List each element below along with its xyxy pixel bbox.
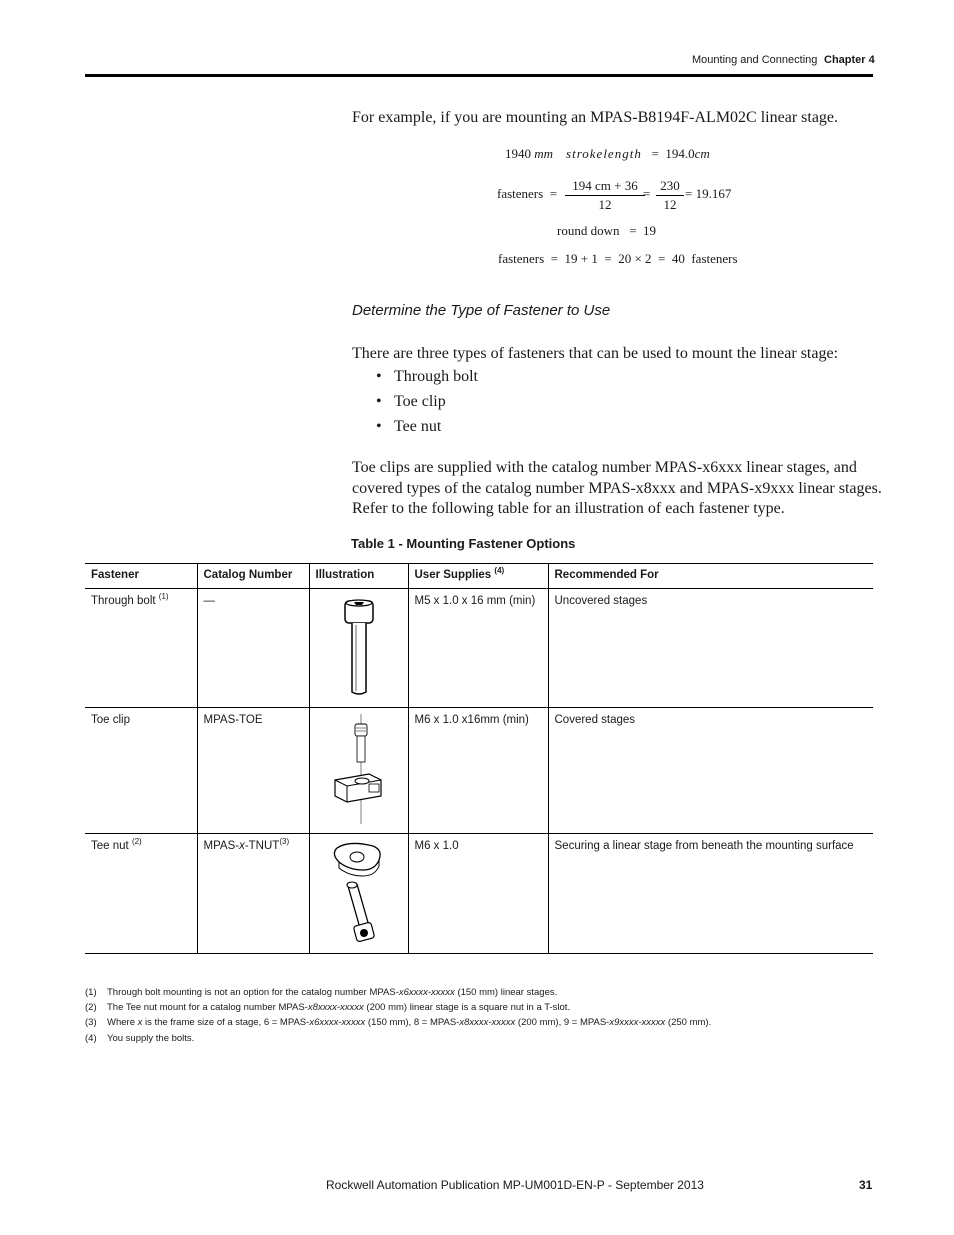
table-row [85,834,873,954]
cell-recommended: Covered stages [548,708,873,834]
footnote-text: Through bolt mounting is not an option for the catalog number MPAS- [107,987,399,998]
footnote-1 [85,987,557,998]
cell-recommended: Securing a linear stage from beneath the mounting surface [548,834,873,954]
cell-user-supplies: M6 x 1.0 [408,834,548,954]
footnote-text: (150 mm) linear stages. [454,987,558,998]
footnote-italic: x6xxxx-xxxxx [398,987,455,998]
footnote-text: Where [107,1017,138,1028]
toe-clip-paragraph: Toe clips are supplied with the catalog number MPAS-x6xxx linear stages, and covered types of the catalog number MPAS-x8xxx and MPAS-x9xxx linear stages. Refer to the following table for an illustration of each fastener type. [352,459,882,517]
cell-catalog: — [197,589,309,708]
footnote-ref: (1) [158,592,169,602]
catalog-prefix: MPAS- [203,840,240,852]
footnote-text: (150 mm), 8 = MPAS- [365,1017,460,1028]
cell-fastener [85,708,197,834]
fraction-stroke-plus-36: $\frac{194 cm + 36}{12}$ [565,178,645,213]
cell-illustration [309,589,408,708]
page-number: 31 [859,1178,873,1192]
table-row [85,708,873,834]
fastener-types-intro: There are three types of fasteners that can be used to mount the linear stage: [352,345,839,362]
intro-paragraph: For example, if you are mounting an MPAS-B8194F-ALM02C linear stage. [352,109,839,126]
footnote-ref: (3) [279,837,290,847]
column-header-fastener: Fastener [91,569,139,581]
list-item: • Toe clip [376,392,478,417]
footnote-4 [85,1033,194,1044]
column-header-recommended: Recommended For [548,564,873,589]
footnote-italic: x8xxxx-xxxxx [459,1017,516,1028]
fastener-name: Through bolt [91,595,156,607]
through-bolt-illustration [339,597,379,697]
footnote-number: (2) [85,1002,97,1013]
footnote-italic: x9xxxx-xxxxx [609,1017,666,1028]
fraction-230-over-12: $\frac{230}{12}$ [656,178,684,213]
footnote-italic: x8xxxx-xxxxx [307,1002,364,1013]
column-header-catalog: Catalog Number [197,564,309,589]
footnote-number: (1) [85,987,97,998]
column-header-illustration: Illustration [309,564,408,589]
list-item: • Through bolt [376,367,478,392]
list-item: • Tee nut [376,417,478,442]
cell-catalog [197,834,309,954]
footnote-number: (3) [85,1017,97,1028]
cell-illustration [309,834,408,954]
toe-clip-illustration [329,714,389,824]
fastener-options-table [85,563,873,954]
running-header-chapter: Chapter 4 [824,54,875,66]
footnote-number: (4) [85,1033,97,1044]
cell-fastener [85,589,197,708]
cell-recommended: Uncovered stages [548,589,873,708]
running-header-section: Mounting and Connecting [692,54,818,66]
footnote-2 [85,1002,570,1013]
cell-user-supplies: M6 x 1.0 x16mm (min) [408,708,548,834]
footnote-text: (200 mm), 9 = MPAS- [515,1017,610,1028]
equation-stroke-length: 1940 mm strokelength = 194.0cm [505,146,710,161]
footnote-ref: (4) [494,566,505,576]
footnote-3 [85,1017,711,1028]
catalog-variable: x [239,840,245,852]
cell-fastener [85,834,197,954]
fastener-type-list [376,367,478,442]
footnote-ref: (2) [131,837,142,847]
cell-user-supplies: M5 x 1.0 x 16 mm (min) [408,589,548,708]
table-title: Table 1 - Mounting Fastener Options [351,536,576,551]
tee-nut-illustration [329,840,389,945]
header-rule [85,74,873,77]
footer-publication: Rockwell Automation Publication MP-UM001D-EN-P - September 2013 [326,1178,704,1192]
footnote-text: (200 mm) linear stage is a square nut in a T-slot. [363,1002,571,1013]
equation-result: = 19.167 [685,186,732,201]
footnote-text: The Tee nut mount for a catalog number MPAS- [107,1002,308,1013]
cell-catalog: MPAS-TOE [197,708,309,834]
table-header-row [85,564,873,589]
footnote-italic: x [137,1017,143,1028]
fastener-name: Toe clip [91,714,130,726]
user-supplies-label: User Supplies [414,569,492,581]
footnote-italic: x6xxxx-xxxxx [309,1017,366,1028]
equation-fasteners-label: fasteners = [497,186,558,201]
column-header-user-supplies [408,564,548,589]
cell-illustration [309,708,408,834]
fastener-name: Tee nut [91,840,129,852]
equation-total-fasteners: fasteners = 19 + 1 = 20 × 2 = 40 fasteners [498,251,738,266]
equation-round-down: round down = 19 [557,223,657,238]
section-subheading: Determine the Type of Fastener to Use [352,302,611,319]
footnote-text: You supply the bolts. [107,1033,195,1044]
footnote-text: is the frame size of a stage, 6 = MPAS- [142,1017,310,1028]
footnote-text: (250 mm). [665,1017,712,1028]
equation-equals: = [643,186,651,201]
table-row [85,589,873,708]
catalog-suffix: -TNUT [244,840,280,852]
